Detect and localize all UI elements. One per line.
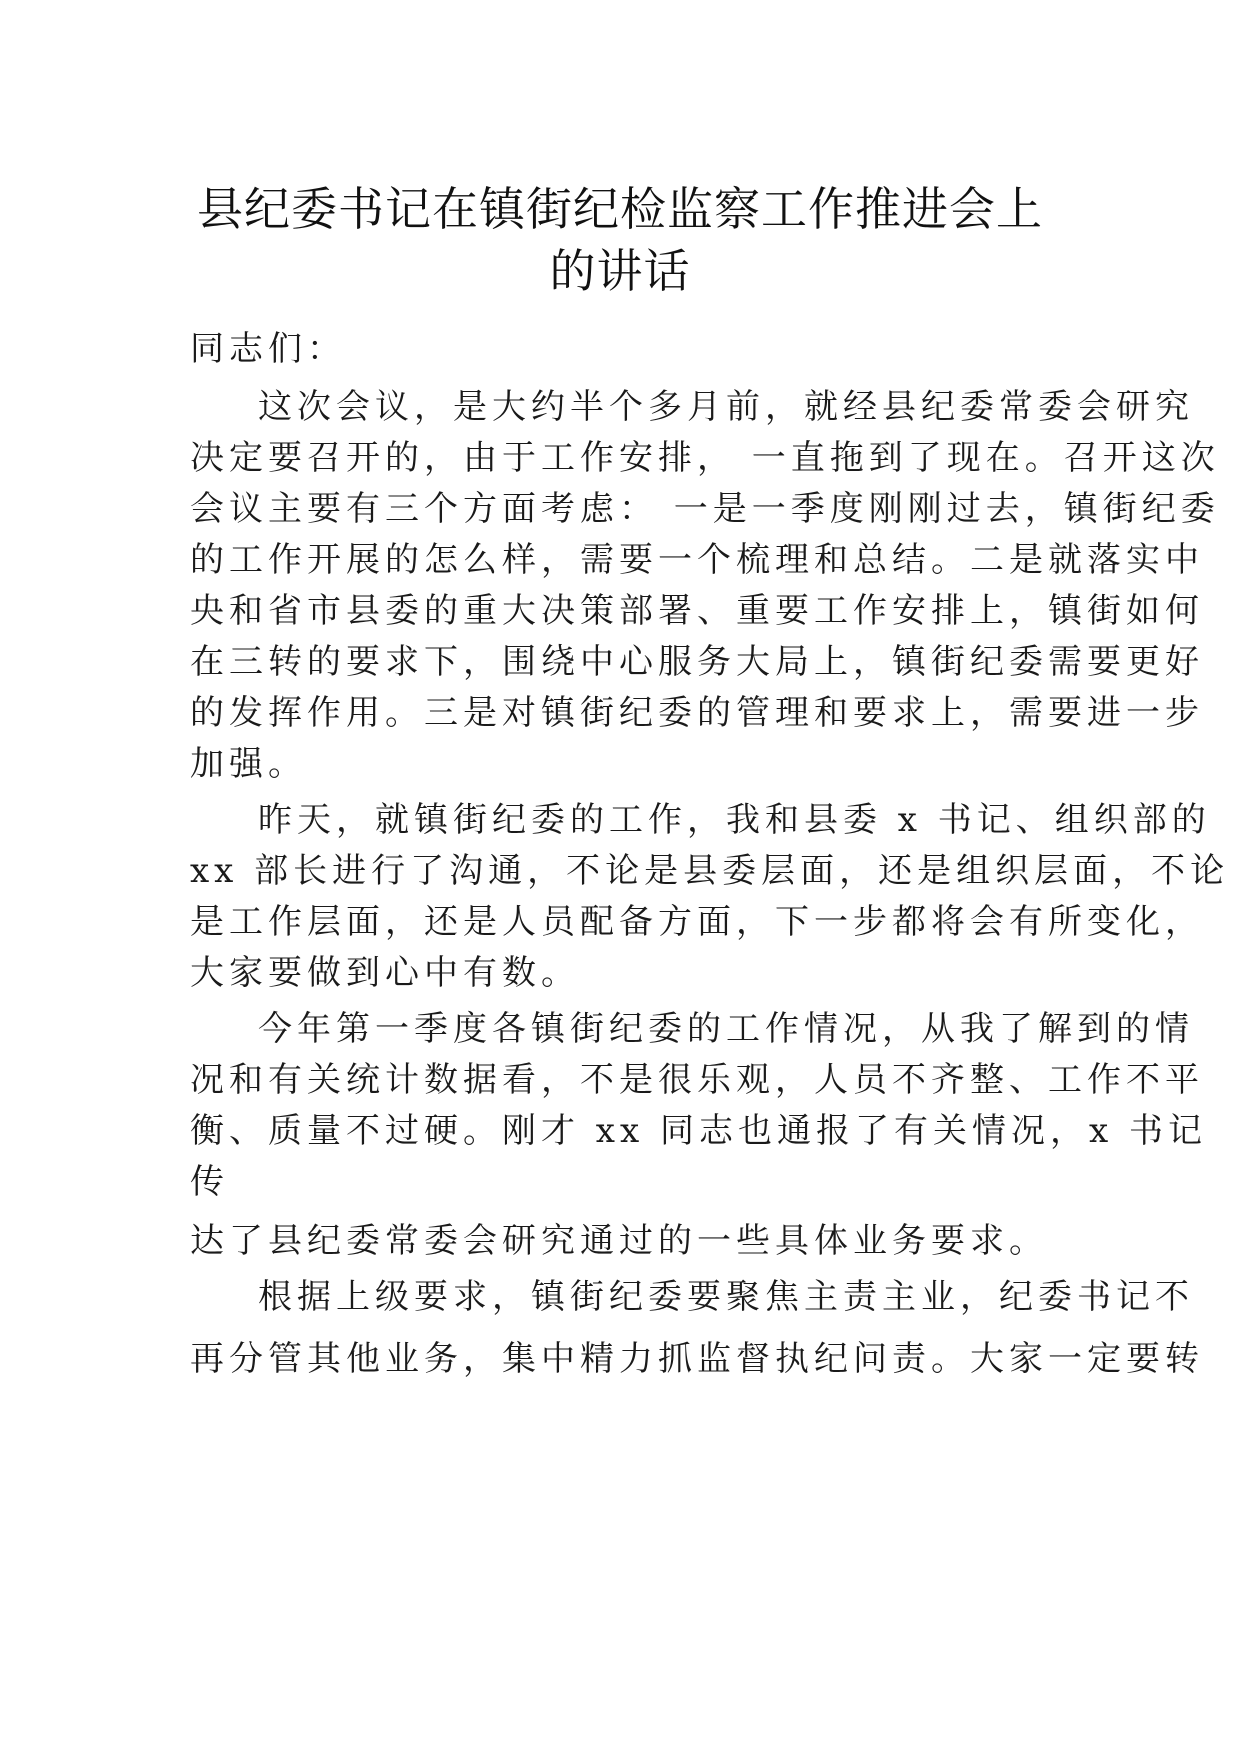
body-line: 今年第一季度各镇街纪委的工作情况，从我了解到的情 bbox=[258, 1009, 1194, 1049]
body-line: 的工作开展的怎么样，需要一个梳理和总结。二是就落实中 bbox=[190, 540, 1204, 580]
body-line: 在三转的要求下，围绕中心服务大局上，镇街纪委需要更好 bbox=[190, 642, 1204, 682]
body-line: 况和有关统计数据看，不是很乐观，人员不齐整、工作不平 bbox=[190, 1060, 1204, 1100]
title-line-1: 县纪委书记在镇街纪检监察工作推进会上 bbox=[197, 182, 1043, 236]
body-line: 加强。 bbox=[190, 744, 307, 784]
body-line: xx 部长进行了沟通，不论是县委层面，还是组织层面，不论 bbox=[190, 851, 1230, 891]
body-line: 央和省市县委的重大决策部署、重要工作安排上，镇街如何 bbox=[190, 591, 1204, 631]
body-line: 的发挥作用。三是对镇街纪委的管理和要求上，需要进一步 bbox=[190, 693, 1204, 733]
body-line: 昨天，就镇街纪委的工作，我和县委 x 书记、组织部的 bbox=[258, 800, 1211, 840]
salutation: 同志们： bbox=[190, 329, 346, 369]
body-line: 达了县纪委常委会研究通过的一些具体业务要求。 bbox=[190, 1221, 1048, 1261]
body-line: 会议主要有三个方面考虑： 一是一季度刚刚过去，镇街纪委 bbox=[190, 489, 1220, 529]
body-line: 传 bbox=[190, 1162, 229, 1202]
body-line: 大家要做到心中有数。 bbox=[190, 953, 580, 993]
body-line: 这次会议，是大约半个多月前，就经县纪委常委会研究 bbox=[258, 387, 1194, 427]
title-line-2: 的讲话 bbox=[549, 244, 691, 298]
body-line: 再分管其他业务，集中精力抓监督执纪问责。大家一定要转 bbox=[190, 1339, 1204, 1379]
body-line: 决定要召开的，由于工作安排， 一直拖到了现在。召开这次 bbox=[190, 438, 1220, 478]
body-line: 是工作层面，还是人员配备方面，下一步都将会有所变化， bbox=[190, 902, 1204, 942]
document-title bbox=[190, 178, 1050, 302]
body-line: 根据上级要求，镇街纪委要聚焦主责主业，纪委书记不 bbox=[258, 1277, 1194, 1317]
body-line: 衡、质量不过硬。刚才 xx 同志也通报了有关情况，x 书记 bbox=[190, 1111, 1207, 1151]
